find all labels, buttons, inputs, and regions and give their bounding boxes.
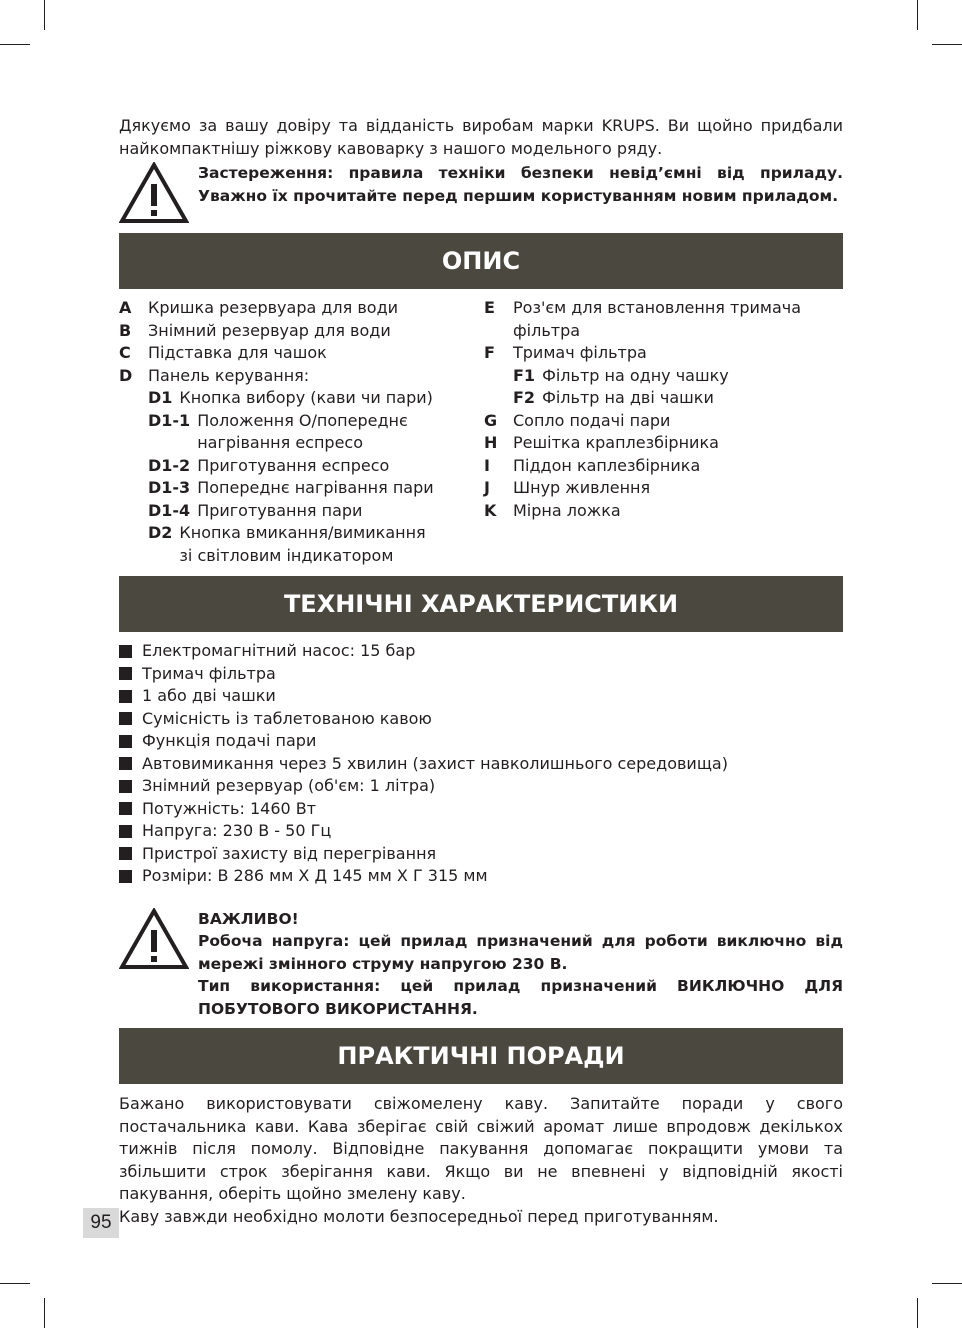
bullet-square-icon [119,870,132,883]
important-text [198,908,843,1021]
crop-mark [932,1283,962,1284]
part-item: J Шнур живлення [484,478,651,497]
section-heading-specs: ТЕХНІЧНІ ХАРАКТЕРИСТИКИ [119,576,843,632]
warning-icon [119,908,189,970]
spec-item: Розміри: В 286 мм Х Д 145 мм Х Г 315 мм [119,865,843,888]
part-item: I Піддон каплезбірника [484,455,701,475]
part-subitem: F2 Фільтр на дві чашки [513,388,714,407]
spec-item: Функція подачі пари [119,730,843,753]
bullet-square-icon [119,847,132,860]
spec-item: Напруга: 230 В - 50 Гц [119,820,843,843]
part-subitem: D1-4 Приготування пари [148,500,363,520]
page-number: 95 [83,1208,119,1238]
part-item: A Кришка резервуара для води [119,298,399,317]
spec-item: Тримач фільтра [119,663,843,686]
page-content [119,115,843,1228]
important-usage: Тип використання: цей прилад призначений ВИКЛЮЧНО ДЛЯ ПОБУТОВОГО ВИКОРИСТАННЯ. [198,977,843,1018]
spec-item: Знімний резервуар (об'єм: 1 літра) [119,775,843,798]
crop-mark [0,44,30,45]
spec-item: Сумісність із таблетованою кавою [119,708,843,731]
parts-column-left [119,297,478,567]
tips-paragraph: Бажано використовувати свіжомелену каву. Запитайте поради у свого постачальника кави. Кава зберігає свій свіжий аромат лише впродовж декількох тижнів після помолу. Відповідне пакування допомагає покращити умови та збільшити строк зберігання кави. Якщо ви не впевнені у відповідній якості пакування, оберіть щойно змелену каву. [119,1094,843,1203]
part-subitem: D1-3 Попереднє нагрівання пари [148,478,434,497]
crop-mark [917,1298,918,1328]
tips-paragraph-2: Каву завжди необхідно молоти безпосередньої перед приготуванням. [119,1206,719,1226]
parts-column-right [478,297,843,567]
crop-mark [932,44,962,45]
bullet-square-icon [119,667,132,680]
bullet-square-icon [119,780,132,793]
spec-item: 1 або дві чашки [119,685,843,708]
part-item: D Панель керування: [119,365,310,385]
part-item: B Знімний резервуар для води [119,320,391,340]
part-item: F Тримач фільтра [484,343,647,362]
safety-warning-text: Застереження: правила техніки безпеки невід’ємні від приладу. Уважно їх прочитайте перед першим користуванням новим приладом. [198,164,843,205]
part-item: E Роз'єм для встановлення тримача фільтра [484,298,802,340]
spec-item: Потужність: 1460 Вт [119,798,843,821]
part-item: G Сопло подачі пари [484,410,671,430]
spec-item: Пристрої захисту від перегрівання [119,843,843,866]
warning-icon [119,162,189,224]
crop-mark [44,0,45,30]
important-warning [119,908,843,1021]
part-subitem: D1-1 Положення О/попереднє нагрівання еспресо [148,410,408,452]
bullet-square-icon [119,825,132,838]
spec-item: Електромагнітний насос: 15 бар [119,640,843,663]
intro-paragraph: Дякуємо за вашу довіру та відданість виробам марки KRUPS. Ви щойно придбали найкомпактнішу ріжкову кавоварку з нашого модельного ряду. [119,116,843,158]
part-subitem: D1 Кнопка вибору (кави чи пари) [148,388,433,407]
spec-item: Автовимикання через 5 хвилин (захист навколишнього середовища) [119,753,843,776]
part-item: C Підставка для чашок [119,343,327,362]
part-subitem: D2 Кнопка вмикання/вимикання зі світловим індикатором [148,523,426,565]
crop-mark [917,0,918,30]
bullet-square-icon [119,645,132,658]
part-subitem: D1-2 Приготування еспресо [148,455,390,475]
bullet-square-icon [119,690,132,703]
safety-warning [119,162,843,224]
important-voltage: Робоча напруга: цей прилад призначений для роботи виключно від мережі змінного струму напругою 230 В. [198,932,843,973]
bullet-square-icon [119,735,132,748]
specs-list [119,640,843,888]
section-heading-tips: ПРАКТИЧНІ ПОРАДИ [119,1028,843,1084]
bullet-square-icon [119,802,132,815]
section-heading-description: ОПИС [119,233,843,289]
part-item: H Решітка краплезбірника [484,433,719,452]
bullet-square-icon [119,757,132,770]
important-title: ВАЖЛИВО! [198,909,299,928]
parts-description [119,297,843,567]
part-subitem: F1 Фільтр на одну чашку [513,365,729,385]
crop-mark [44,1298,45,1328]
part-item: K Мірна ложка [484,500,621,520]
crop-mark [0,1283,30,1284]
bullet-square-icon [119,712,132,725]
